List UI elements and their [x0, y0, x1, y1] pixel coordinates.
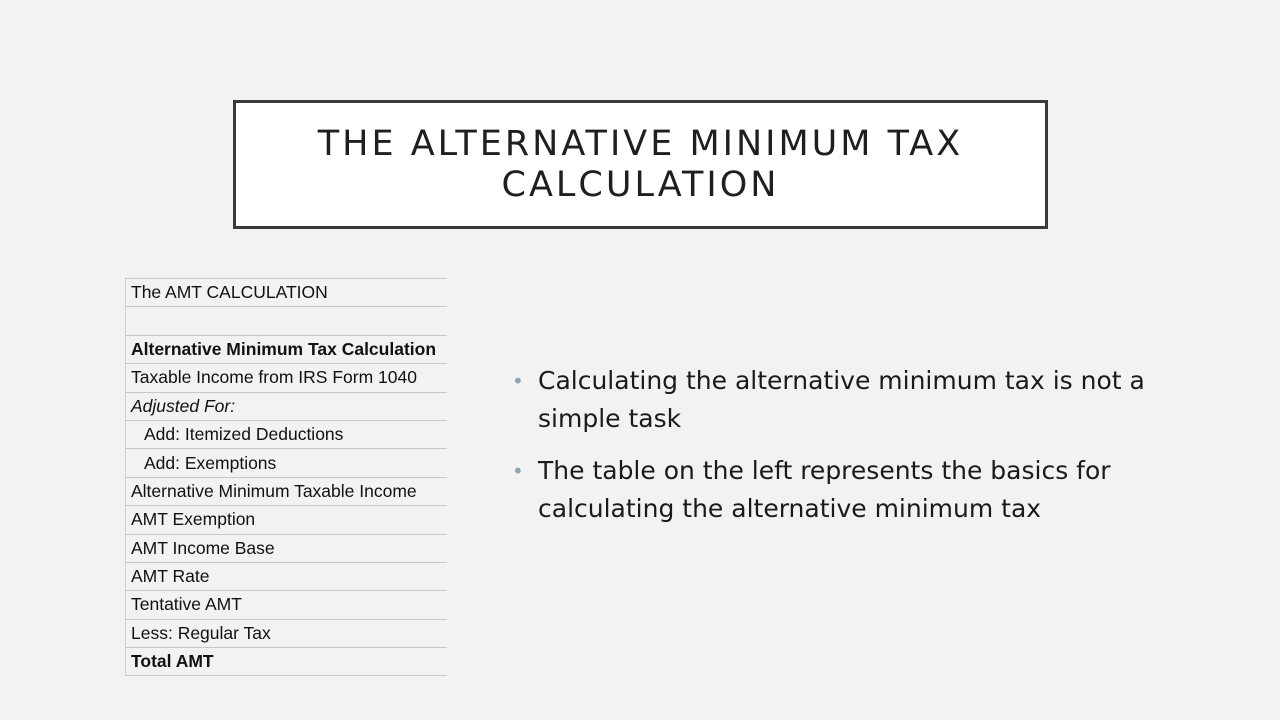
table-row: [126, 648, 448, 676]
table-cell: Add: Itemized Deductions: [126, 420, 448, 448]
table-row: [126, 591, 448, 619]
table-row: [126, 449, 448, 477]
table-row: [126, 335, 448, 363]
bullet-text: The table on the left represents the basics for calculating the alternative minimum tax: [538, 456, 1111, 523]
table-cell: Add: Exemptions: [126, 449, 448, 477]
table-row: [126, 477, 448, 505]
table-row: [126, 279, 448, 307]
table-row: [126, 506, 448, 534]
table-row: [126, 534, 448, 562]
table-row: [126, 364, 448, 392]
table-cell: Alternative Minimum Tax Calculation: [126, 335, 448, 363]
bullet-list: [512, 362, 1152, 542]
table-row: [126, 392, 448, 420]
amt-calculation-table: [125, 278, 447, 676]
bullet-item: [512, 452, 1152, 528]
slide-title: THE ALTERNATIVE MINIMUM TAX CALCULATION: [317, 123, 964, 205]
table-cell: Taxable Income from IRS Form 1040: [126, 364, 448, 392]
table-cell: The AMT CALCULATION: [126, 279, 448, 307]
table-cell: Adjusted For:: [126, 392, 448, 420]
table-row: [126, 307, 448, 335]
table-cell: AMT Income Base: [126, 534, 448, 562]
bullet-text: Calculating the alternative minimum tax is not a simple task: [538, 366, 1145, 433]
bullet-item: [512, 362, 1152, 438]
table-cell: [126, 307, 448, 335]
table-row: [126, 619, 448, 647]
table-cell: AMT Rate: [126, 562, 448, 590]
table-row: [126, 562, 448, 590]
title-box: [233, 100, 1048, 229]
table-cell: Alternative Minimum Taxable Income: [126, 477, 448, 505]
table-cell: Tentative AMT: [126, 591, 448, 619]
table-cell: Less: Regular Tax: [126, 619, 448, 647]
table-cell: Total AMT: [126, 648, 448, 676]
bullet-dot-icon: •: [512, 369, 524, 393]
table-cell: AMT Exemption: [126, 506, 448, 534]
table-row: [126, 420, 448, 448]
bullet-dot-icon: •: [512, 459, 524, 483]
